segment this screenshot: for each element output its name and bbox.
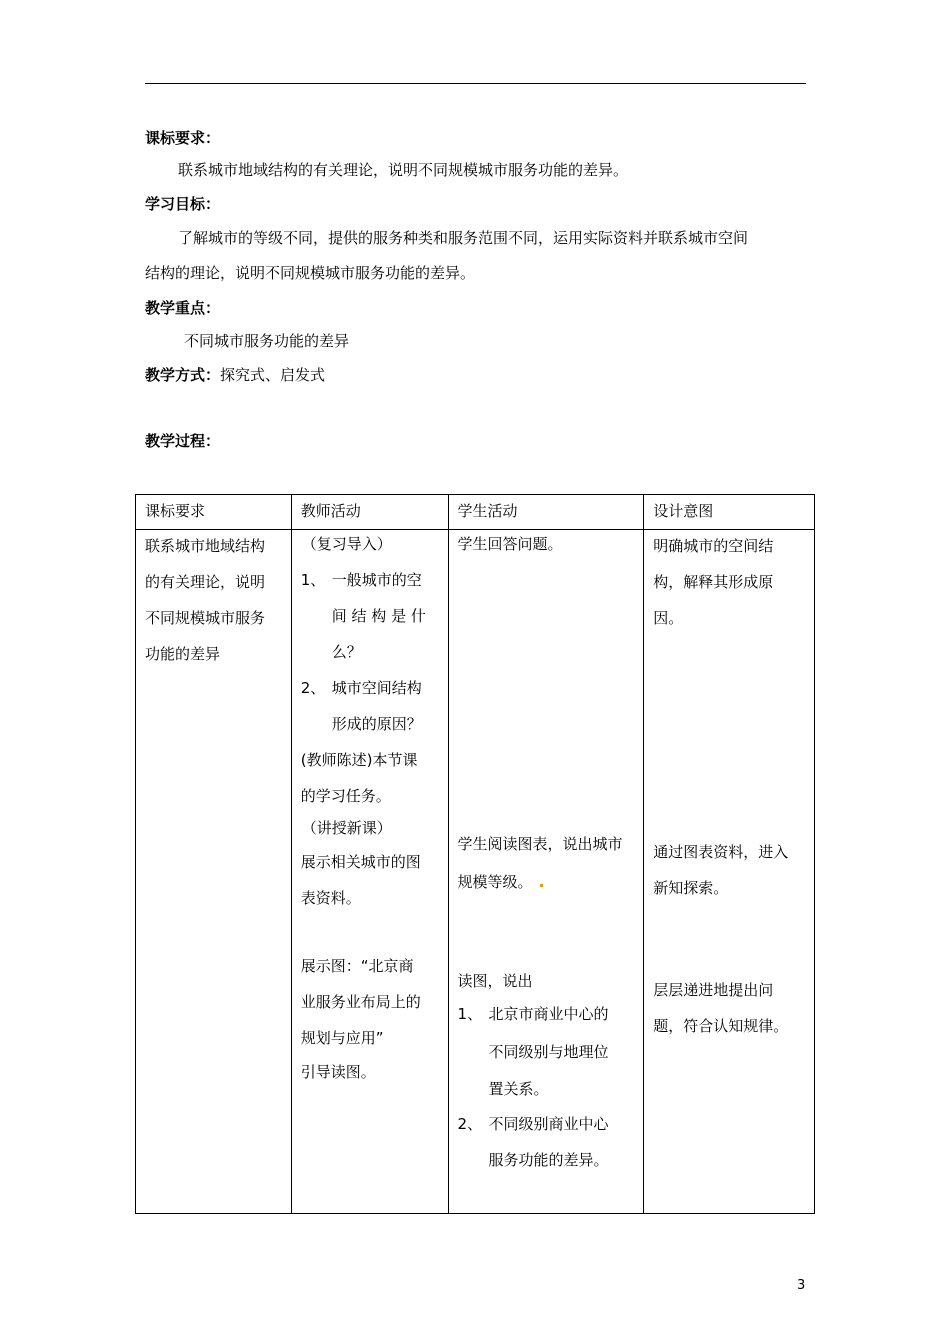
header-curriculum: 课标要求 (145, 502, 206, 520)
cell-text: 不同级别与地理位 (488, 1043, 609, 1061)
cell-text: 么？ (331, 643, 362, 661)
cell-text: 引导读图。 (300, 1063, 376, 1081)
focus-title: 教学重点： (145, 299, 221, 317)
cell-teacher-activity (291, 530, 448, 1214)
cell-text: 表资料。 (300, 889, 361, 907)
header-cell (448, 495, 644, 530)
cell-text: 题，符合认知规律。 (653, 1017, 789, 1035)
cell-text: 的有关理论，说明 (145, 573, 266, 591)
cell-text: 明确城市的空间结 (653, 537, 774, 555)
header-cell (644, 495, 815, 530)
cell-text: 联系城市地域结构 (145, 537, 266, 555)
page-number: 3 (797, 1278, 806, 1293)
list-marker: 2、 (300, 679, 326, 697)
cell-text: 一般城市的空 (331, 571, 422, 589)
cell-text: 业服务业布局上的 (300, 993, 421, 1011)
process-title: 教学过程： (145, 432, 221, 450)
cell-text: 城市空间结构 (331, 679, 422, 697)
table-row (136, 530, 815, 1214)
cell-text: 间 结 构 是 什 (331, 607, 426, 625)
cell-text: 规划与应用” (300, 1029, 384, 1047)
cell-text: 学生阅读图表，说出城市 (457, 835, 623, 853)
header-design-intent: 设计意图 (653, 502, 714, 520)
cell-text: 规模等级。 (457, 873, 533, 891)
cell-text: 不同级别商业中心 (488, 1115, 609, 1133)
goal-text-1: 了解城市的等级不同，提供的服务种类和服务范围不同，运用实际资料并联系城市空间 (178, 229, 749, 247)
header-cell (291, 495, 448, 530)
list-marker: 2、 (457, 1115, 483, 1133)
cell-text: （复习导入） (301, 535, 392, 553)
cell-text: 因。 (653, 609, 684, 627)
cell-text: 展示图：“北京商 (300, 957, 414, 975)
mark-dot (540, 884, 543, 887)
cell-text: 服务功能的差异。 (488, 1151, 609, 1169)
cell-text: 功能的差异 (145, 645, 221, 663)
header-student-activity: 学生活动 (457, 502, 518, 520)
cell-text: 构，解释其形成原 (653, 573, 774, 591)
cell-text: 新知探索。 (653, 879, 729, 897)
cell-text: 通过图表资料，进入 (653, 843, 789, 861)
cell-text: 学生回答问题。 (457, 535, 563, 553)
curriculum-text: 联系城市地域结构的有关理论，说明不同规模城市服务功能的差异。 (178, 161, 629, 179)
cell-curriculum (136, 530, 292, 1214)
cell-text: 形成的原因？ (331, 715, 422, 733)
cell-text: 北京市商业中心的 (488, 1005, 609, 1023)
method-title: 教学方式： (145, 366, 221, 384)
cell-text: 读图，说出 (457, 972, 533, 990)
cell-text: 的学习任务。 (300, 787, 391, 805)
cell-text: （讲授新课） (301, 819, 392, 837)
cell-text: (教师陈述)本节课 (300, 751, 418, 769)
cell-text: 不同规模城市服务 (145, 609, 266, 627)
list-marker: 1、 (300, 571, 326, 589)
method-text: 探究式、启发式 (220, 366, 326, 384)
header-cell (136, 495, 292, 530)
teaching-process-table (135, 494, 815, 1214)
header-teacher-activity: 教师活动 (300, 502, 361, 520)
goal-title: 学习目标： (145, 195, 221, 213)
focus-text: 不同城市服务功能的差异 (184, 332, 350, 350)
goal-text-2: 结构的理论，说明不同规模城市服务功能的差异。 (145, 264, 476, 282)
cell-student-activity (448, 530, 644, 1214)
cell-design-intent (644, 530, 815, 1214)
method-line (145, 365, 325, 385)
header-rule (145, 83, 806, 84)
curriculum-title: 课标要求： (145, 129, 221, 147)
cell-text: 层层递进地提出问 (653, 981, 774, 999)
list-marker: 1、 (457, 1005, 483, 1023)
table-header-row (136, 495, 815, 530)
cell-text: 置关系。 (488, 1080, 549, 1098)
cell-text: 展示相关城市的图 (300, 853, 421, 871)
